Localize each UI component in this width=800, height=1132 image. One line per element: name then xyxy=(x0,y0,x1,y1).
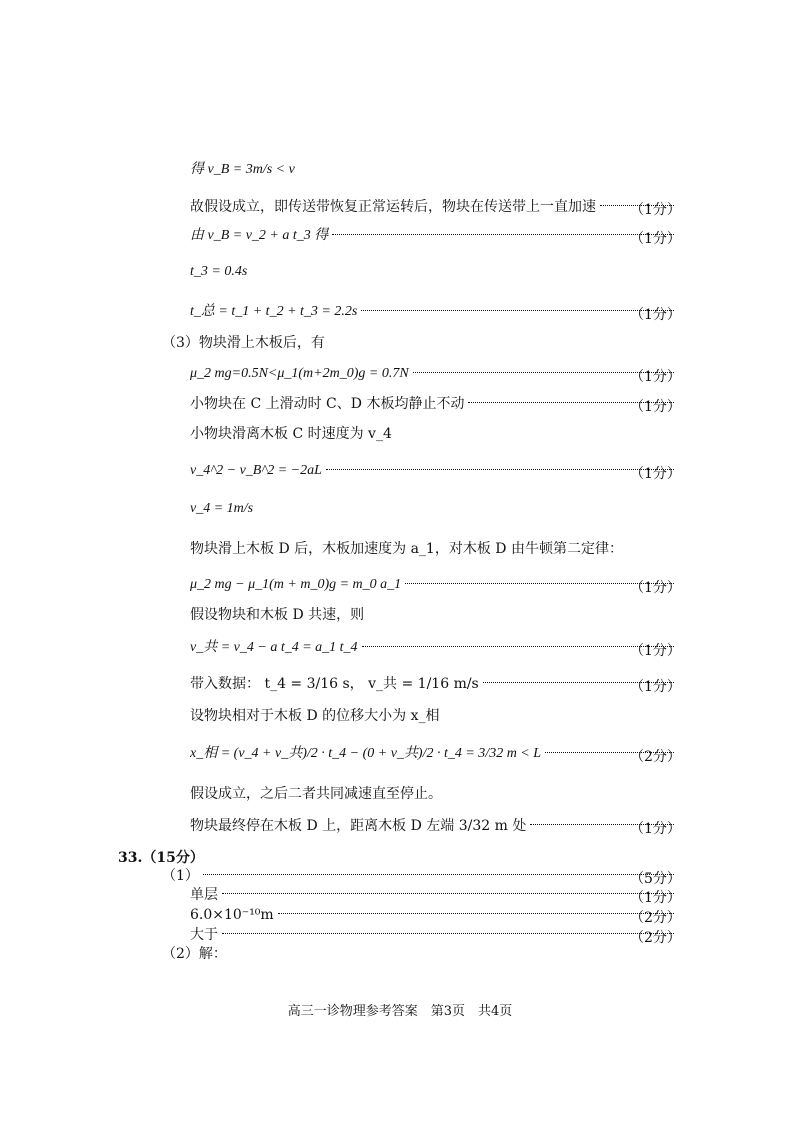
text: v_4^2 − v_B^2 = −2aL xyxy=(190,463,322,478)
text: x_相 = (v_4 + v_共)/2 · t_4 − (0 + v_共)/2 · t_4 = 3/32 m < L xyxy=(190,746,542,761)
line-assume-common xyxy=(190,607,364,624)
line-v-common xyxy=(190,640,678,657)
text: （3）物块滑上木板后，有 xyxy=(162,335,325,351)
score-7: （1分） xyxy=(630,580,681,596)
line-kinematics xyxy=(190,463,678,480)
line-x-relative xyxy=(190,746,678,763)
text: 小物块在 C 上滑动时 C、D 木板均静止不动 xyxy=(190,396,465,412)
score-9: （1分） xyxy=(630,679,681,695)
line-final-position xyxy=(190,818,678,835)
text: 物块滑上木板 D 后，木板加速度为 a_1，对木板 D 由牛顿第二定律： xyxy=(190,541,623,557)
line-relative-disp xyxy=(190,708,439,725)
page-footer: 高三一诊物理参考答案 第3页 共4页 xyxy=(287,1004,513,1019)
line-boards-static xyxy=(190,396,678,413)
line-conclusion xyxy=(190,786,442,803)
text: 6.0×10⁻¹⁰m xyxy=(190,907,274,923)
text: 得 v_B = 3m/s < v xyxy=(190,162,295,177)
text: 大于 xyxy=(190,927,218,943)
q33-single-layer xyxy=(190,887,678,904)
text: μ_2 mg=0.5N<μ_1(m+2m_0)g = 0.7N xyxy=(190,366,409,381)
score-12: （5分） xyxy=(630,871,681,887)
text: 假设成立，之后二者共同减速直至停止。 xyxy=(190,786,442,802)
line-t3 xyxy=(190,264,247,281)
text: v_4 = 1m/s xyxy=(190,501,254,516)
score-1: （1分） xyxy=(630,202,681,218)
leader-dots xyxy=(362,646,674,647)
line-vb-eq xyxy=(190,228,678,245)
text: 33.（15分） xyxy=(118,850,204,866)
text: t_总 = t_1 + t_2 + t_3 = 2.2s xyxy=(190,304,358,319)
question-33-heading xyxy=(118,850,204,867)
leader-dots xyxy=(361,310,674,311)
text: 假设物块和木板 D 共速，则 xyxy=(190,607,365,623)
line-assumption xyxy=(190,199,678,216)
text: （2）解： xyxy=(162,946,227,962)
line-newton xyxy=(190,577,678,594)
score-11: （1分） xyxy=(630,821,681,837)
score-15: （2分） xyxy=(630,930,681,946)
part-3-heading xyxy=(162,335,325,352)
text: 带入数据： t_4 = 3/16 s， v_共 = 1/16 m/s xyxy=(190,676,479,692)
line-leave-c xyxy=(190,426,392,443)
text: （1） xyxy=(162,868,199,884)
q33-diameter xyxy=(190,907,678,924)
score-10: （2分） xyxy=(630,749,681,765)
score-4: （1分） xyxy=(630,369,681,385)
score-2: （1分） xyxy=(630,231,681,247)
score-14: （2分） xyxy=(630,910,681,926)
leader-dots xyxy=(203,874,674,875)
leader-dots xyxy=(326,469,674,470)
leader-dots xyxy=(222,893,674,894)
text: 单层 xyxy=(190,887,218,903)
line-t-total xyxy=(190,304,678,321)
text: 故假设成立，即传送带恢复正常运转后，物块在传送带上一直加速 xyxy=(190,199,596,215)
text: 物块最终停在木板 D 上，距离木板 D 左端 3/32 m 处 xyxy=(190,818,527,834)
text: v_共 = v_4 − a t_4 = a_1 t_4 xyxy=(190,640,358,655)
line-friction-compare xyxy=(190,366,678,383)
leader-dots xyxy=(222,933,674,934)
score-8: （1分） xyxy=(630,643,681,659)
score-5: （1分） xyxy=(630,399,681,415)
q33-part2 xyxy=(162,946,227,963)
score-6: （1分） xyxy=(630,466,681,482)
leader-dots xyxy=(278,913,674,914)
score-13: （1分） xyxy=(630,890,681,906)
q33-greater xyxy=(190,927,678,944)
q33-part1 xyxy=(162,868,678,885)
text: 设物块相对于木板 D 的位移大小为 x_相 xyxy=(190,708,440,724)
line-v4 xyxy=(190,501,253,518)
text: 小物块滑离木板 C 时速度为 v_4 xyxy=(190,426,392,442)
text: μ_2 mg − μ_1(m + m_0)g = m_0 a_1 xyxy=(190,577,402,592)
line-vb-result xyxy=(190,162,295,179)
score-3: （1分） xyxy=(630,307,681,323)
line-substitute xyxy=(190,676,678,693)
text: t_3 = 0.4s xyxy=(190,264,248,279)
leader-dots xyxy=(332,234,674,235)
line-board-d xyxy=(190,541,623,558)
text: 由 v_B = v_2 + a t_3 得 xyxy=(190,228,329,243)
